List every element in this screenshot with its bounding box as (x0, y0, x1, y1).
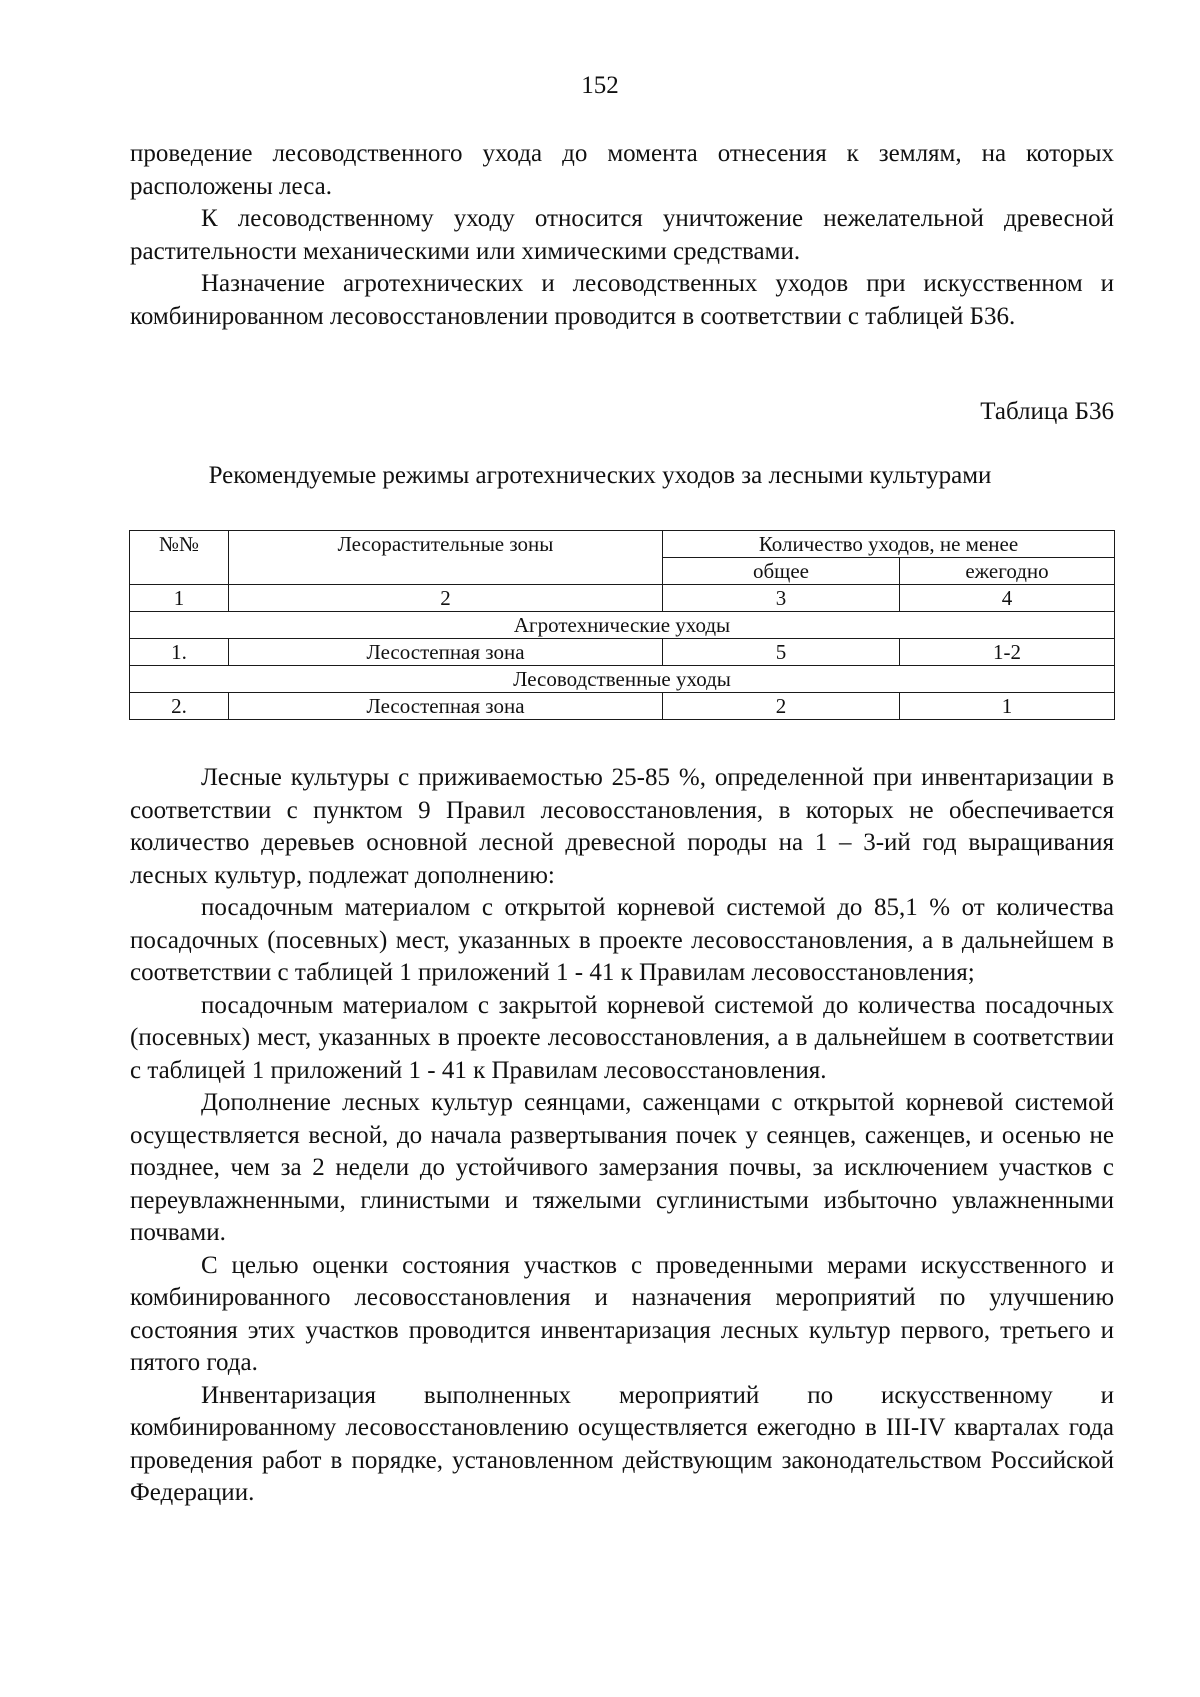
row-yearly: 1-2 (900, 639, 1115, 666)
table-header-row (130, 531, 1115, 558)
column-number: 3 (663, 585, 900, 612)
regimes-table (129, 530, 1115, 720)
row-zone: Лесостепная зона (229, 639, 663, 666)
row-num: 2. (130, 693, 229, 720)
section-title: Лесоводственные уходы (130, 666, 1115, 693)
intro-text (130, 138, 1114, 333)
body-text (130, 762, 1114, 1510)
paragraph: Назначение агротехнических и лесоводственных уходов при искусственном и комбинированном лесовосстановлении проводится в соответствии с таблицей Б36. (130, 270, 1114, 330)
page-number: 152 (581, 72, 619, 99)
column-number: 4 (900, 585, 1115, 612)
table-row (130, 693, 1115, 720)
paragraph: К лесоводственному уходу относится уничтожение нежелательной древесной растительности механическими или химическими средствами. (130, 205, 1114, 265)
header-total: общее (663, 558, 900, 585)
column-number: 2 (229, 585, 663, 612)
row-yearly: 1 (900, 693, 1115, 720)
header-count-group: Количество уходов, не менее (663, 531, 1115, 558)
row-zone: Лесостепная зона (229, 693, 663, 720)
header-yearly: ежегодно (900, 558, 1115, 585)
table-section-row (130, 612, 1115, 639)
paragraph: Дополнение лесных культур сеянцами, саженцами с открытой корневой системой осуществляется весной, до начала развертывания почек у сеянцев, саженцев, и осенью не позднее, чем за 2 недели до устойчивого замерзания почвы, за исключением участков с переувлажненными, глинистыми и тяжелыми суглинистыми избыточно увлажненными почвами. (130, 1089, 1114, 1246)
section-title: Агротехнические уходы (130, 612, 1115, 639)
paragraph: С целью оценки состояния участков с проведенными мерами искусственного и комбинированного лесовосстановления и назначения мероприятий по улучшению состояния этих участков проводится инвентаризация лесных культур первого, третьего и пятого года. (130, 1251, 1114, 1376)
table-column-numbers-row (130, 585, 1115, 612)
table-title: Рекомендуемые режимы агротехнических уходов за лесными культурами (208, 462, 992, 489)
table-label: Таблица Б36 (980, 398, 1114, 425)
header-num: №№ (130, 531, 229, 585)
paragraph: посадочным материалом с закрытой корневой системой до количества посадочных (посевных) мест, указанных в проекте лесовосстановления, а в дальнейшем в соответствии с таблицей 1 приложений 1 - 41 к Правилам лесовосстановления. (130, 991, 1114, 1084)
table-section-row (130, 666, 1115, 693)
row-total: 5 (663, 639, 900, 666)
table-row (130, 639, 1115, 666)
paragraph: Инвентаризация выполненных мероприятий по искусственному и комбинированному лесовосстановлению осуществляется ежегодно в III-IV кварталах года проведения работ в порядке, установленном действующим законодательством Российской Федерации. (130, 1381, 1114, 1506)
row-num: 1. (130, 639, 229, 666)
paragraph: Лесные культуры с приживаемостью 25-85 %, определенной при инвентаризации в соответствии с пунктом 9 Правил лесовосстановления, в которых не обеспечивается количество деревьев основной лесной древесной породы на 1 – 3-ий год выращивания лесных культур, подлежат дополнению: (130, 764, 1114, 889)
row-total: 2 (663, 693, 900, 720)
column-number: 1 (130, 585, 229, 612)
paragraph: посадочным материалом с открытой корневой системой до 85,1 % от количества посадочных (посевных) мест, указанных в проекте лесовосстановления, а в дальнейшем в соответствии с таблицей 1 приложений 1 - 41 к Правилам лесовосстановления; (130, 894, 1114, 986)
header-zones: Лесорастительные зоны (229, 531, 663, 585)
paragraph: проведение лесоводственного ухода до момента отнесения к землям, на которых расположены леса. (130, 140, 1114, 200)
